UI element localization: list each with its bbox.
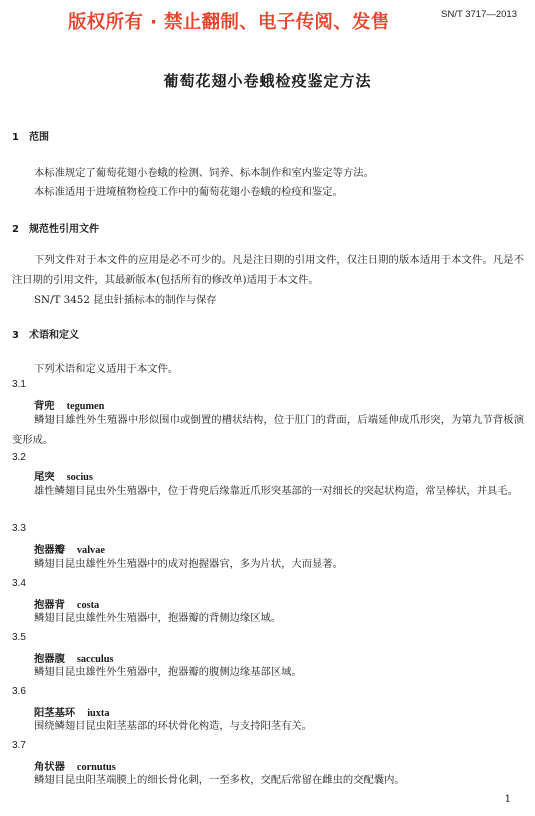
term-definition: 围绕鳞翅目昆虫阳茎基部的环状骨化构造，与支持阳茎有关。 (34, 720, 313, 732)
section-3-heading (12, 326, 79, 341)
section-number: 3 (12, 330, 19, 341)
term-en: valvae (76, 545, 105, 556)
section-number: 1 (12, 132, 19, 143)
term-zh: 尾突 (34, 471, 55, 483)
term-number: 3.5 (12, 632, 26, 643)
normative-paragraph: 下列文件对于本文件的应用是必不可少的。凡是注日期的引用文件，仅注日期的版本适用于本文件。凡是不注日期的引用文件，其最新版本(包括所有的修改单)适用于本文件。 (12, 254, 524, 286)
section-title: 范围 (29, 132, 49, 143)
term-definition: 鳞翅目昆虫阳茎端膜上的细长骨化刺，一至多枚，交配后常留在雌虫的交配囊内。 (34, 774, 405, 786)
normative-reference: SN/T 3452 昆虫针插标本的制作与保存 (34, 294, 217, 306)
term-zh: 抱器瓣 (34, 544, 65, 556)
term-number: 3.2 (12, 452, 26, 463)
term-definition: 雄性鳞翅目昆虫外生殖器中，位于背兜后缘靠近爪形突基部的一对细长的突起状构造，常呈棒状，并具毛。 (34, 485, 518, 497)
term-zh: 抱器背 (34, 599, 65, 611)
term-en: costa (76, 600, 100, 611)
section-number: 2 (12, 224, 19, 235)
term-number: 3.6 (12, 686, 26, 697)
copyright-watermark: 版权所有 · 禁止翻制、电子传阅、发售 (68, 12, 390, 33)
scope-line-2: 本标准适用于进境植物检疫工作中的葡萄花翅小卷蛾的检疫和鉴定。 (34, 186, 343, 198)
term-zh: 背兜 (34, 400, 55, 412)
term-en: sacculus (76, 654, 114, 665)
term-zh: 抱器腹 (34, 653, 65, 665)
term-zh: 阳茎基环 (34, 707, 76, 719)
term-number: 3.4 (12, 578, 26, 589)
term-number: 3.7 (12, 740, 26, 751)
section-1-heading (12, 128, 49, 143)
section-2-heading (12, 220, 99, 235)
term-entry (34, 541, 105, 556)
section-title: 规范性引用文件 (29, 224, 99, 235)
term-number: 3.1 (12, 379, 26, 390)
term-en: socius (66, 472, 93, 483)
term-en: cornutus (76, 762, 116, 773)
term-definition: 鳞翅目昆虫雄性外生殖器中，抱器瓣的背侧边缘区域。 (34, 612, 282, 624)
terms-intro: 下列术语和定义适用于本文件。 (34, 363, 179, 375)
term-entry (34, 397, 104, 412)
term-zh: 角状器 (34, 761, 65, 773)
term-definition: 鳞翅目雄性外生殖器中形似围巾或倒置的槽状结构，位于肛门的背面，后端延伸成爪形突，为第九节背板演变形成。 (12, 414, 524, 446)
term-definition: 鳞翅目昆虫雄性外生殖器中的成对抱握器官，多为片状，大而显著。 (34, 558, 343, 570)
term-en: iuxta (87, 708, 110, 719)
page-number: 1 (504, 794, 511, 805)
scope-line-1: 本标准规定了葡萄花翅小卷蛾的检测、饲养、标本制作和室内鉴定等方法。 (34, 167, 374, 179)
term-en: tegumen (66, 401, 105, 412)
section-title: 术语和定义 (29, 330, 79, 341)
document-title: 葡萄花翅小卷蛾检疫鉴定方法 (163, 72, 372, 90)
term-definition: 鳞翅目昆虫雄性外生殖器中，抱器瓣的腹侧边缘基部区域。 (34, 666, 302, 678)
term-entry (34, 468, 93, 483)
standard-code: SN/T 3717—2013 (441, 9, 517, 20)
term-number: 3.3 (12, 523, 26, 534)
